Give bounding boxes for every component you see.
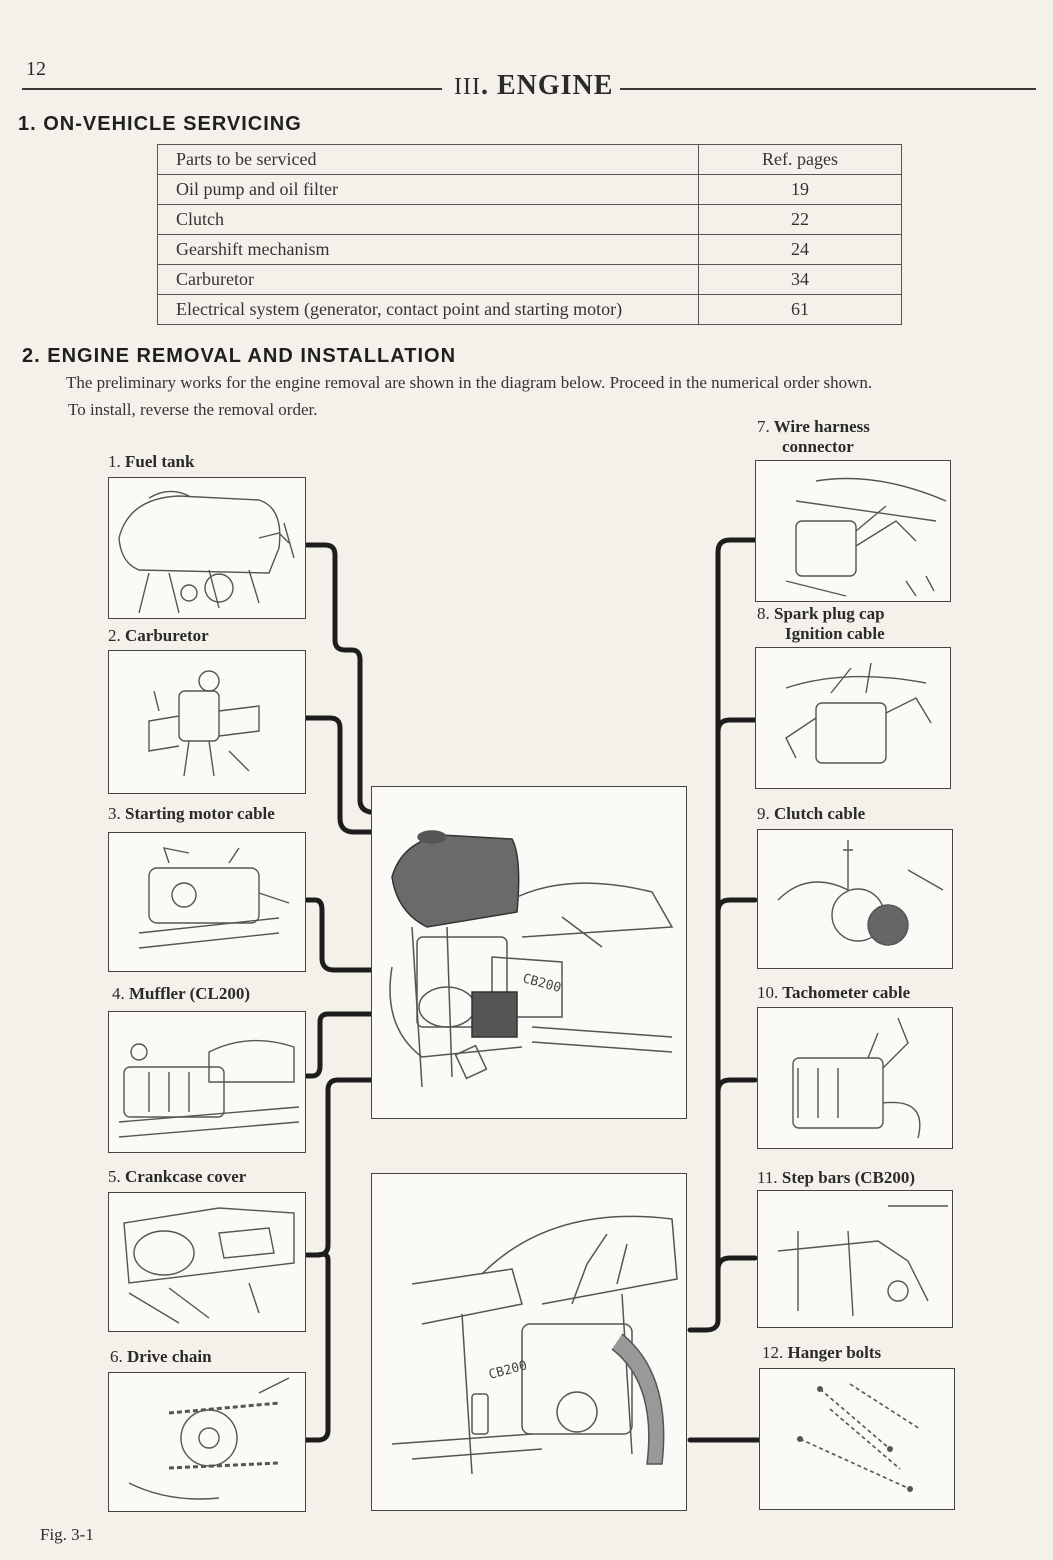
tachometer-illustration [758, 1008, 952, 1148]
table-cell-ref: 61 [699, 295, 902, 325]
table-cell-ref: 22 [699, 205, 902, 235]
intro-text-line1: The preliminary works for the engine removal are shown in the diagram below. Proceed in the numerical order shown. [66, 373, 873, 392]
step-caption-8 [757, 604, 885, 644]
carburetor-illustration [109, 651, 305, 793]
step-caption-9 [757, 804, 865, 824]
step-label-line2: connector [782, 437, 854, 456]
step-number: 5. [108, 1167, 121, 1186]
table-cell-ref: 34 [699, 265, 902, 295]
table-cell-part: Carburetor [158, 265, 699, 295]
photo-engine-left-side [371, 786, 687, 1119]
step-number: 12. [762, 1343, 784, 1362]
step-number: 6. [110, 1347, 123, 1366]
step-caption-1 [108, 452, 194, 472]
motorcycle-left-illustration [372, 787, 686, 1118]
step-label: Crankcase cover [125, 1167, 247, 1186]
step-number: 8. [757, 604, 770, 623]
muffler-illustration [109, 1012, 305, 1152]
clutch-cable-illustration [758, 830, 952, 968]
step-number: 1. [108, 452, 121, 471]
step-caption-12 [762, 1343, 881, 1363]
starting-motor-illustration [109, 833, 305, 971]
cb200-badge-right: CB200 [487, 1358, 529, 1383]
step-label: Wire harness [773, 417, 870, 436]
step-caption-2 [108, 626, 209, 646]
photo-carburetor [108, 650, 306, 794]
step-label: Carburetor [125, 626, 209, 645]
intro-text-line2: To install, reverse the removal order. [68, 400, 318, 419]
step-bars-illustration [758, 1191, 952, 1327]
photo-drive-chain [108, 1372, 306, 1512]
step-caption-6 [110, 1347, 212, 1367]
photo-crankcase-cover [108, 1192, 306, 1332]
step-label: Step bars (CB200) [781, 1168, 916, 1187]
step-caption-3 [108, 804, 275, 824]
wire-harness-illustration [756, 461, 950, 601]
drive-chain-illustration [109, 1373, 305, 1511]
photo-wire-harness [755, 460, 951, 602]
section-title-removal: 2. ENGINE REMOVAL AND INSTALLATION [22, 345, 457, 367]
step-label: Spark plug cap [774, 604, 885, 623]
section-title-servicing: 1. ON-VEHICLE SERVICING [18, 113, 302, 135]
photo-step-bars [757, 1190, 953, 1328]
photo-fuel-tank [108, 477, 306, 619]
table-cell-part: Gearshift mechanism [158, 235, 699, 265]
figure-label: Fig. 3-1 [40, 1525, 94, 1544]
table-cell-part: Electrical system (generator, contact point and starting motor) [158, 295, 699, 325]
step-number: 4. [112, 984, 125, 1003]
step-label: Muffler (CL200) [129, 984, 251, 1003]
step-caption-7 [757, 417, 870, 457]
photo-spark-plug-cap [755, 647, 951, 789]
step-number: 11. [757, 1168, 778, 1187]
table-cell-part: Oil pump and oil filter [158, 175, 699, 205]
photo-muffler [108, 1011, 306, 1153]
step-caption-11 [757, 1168, 915, 1188]
chapter-separator: . [480, 70, 497, 101]
step-label-line2: Ignition cable [785, 624, 885, 643]
step-label: Clutch cable [774, 804, 866, 823]
step-label: Drive chain [127, 1347, 212, 1366]
crankcase-illustration [109, 1193, 305, 1331]
table-header-cell: Ref. pages [699, 145, 902, 175]
photo-tachometer-cable [757, 1007, 953, 1149]
step-caption-4 [112, 984, 250, 1004]
step-label: Tachometer cable [782, 983, 911, 1002]
step-number: 9. [757, 804, 770, 823]
photo-starting-motor-cable [108, 832, 306, 972]
step-number: 10. [757, 983, 779, 1002]
table-header-cell: Parts to be serviced [158, 145, 699, 175]
photo-hanger-bolts [759, 1368, 955, 1510]
photo-clutch-cable [757, 829, 953, 969]
step-number: 7. [757, 417, 770, 436]
step-label: Fuel tank [125, 452, 195, 471]
table-cell-ref: 19 [699, 175, 902, 205]
table-cell-part: Clutch [158, 205, 699, 235]
fuel-tank-illustration [109, 478, 305, 618]
step-caption-10 [757, 983, 910, 1003]
spark-plug-illustration [756, 648, 950, 788]
motorcycle-right-illustration [372, 1174, 686, 1510]
chapter-name: ENGINE [496, 70, 614, 101]
page-number: 12 [26, 58, 46, 80]
chapter-numeral: III [454, 74, 481, 100]
hanger-bolts-illustration [760, 1369, 954, 1509]
step-label: Hanger bolts [787, 1343, 882, 1362]
step-label: Starting motor cable [125, 804, 275, 823]
step-caption-5 [108, 1167, 246, 1187]
photo-engine-right-side [371, 1173, 687, 1511]
step-number: 3. [108, 804, 121, 823]
step-number: 2. [108, 626, 121, 645]
table-cell-ref: 24 [699, 235, 902, 265]
cb200-badge-left: CB200 [520, 971, 563, 996]
